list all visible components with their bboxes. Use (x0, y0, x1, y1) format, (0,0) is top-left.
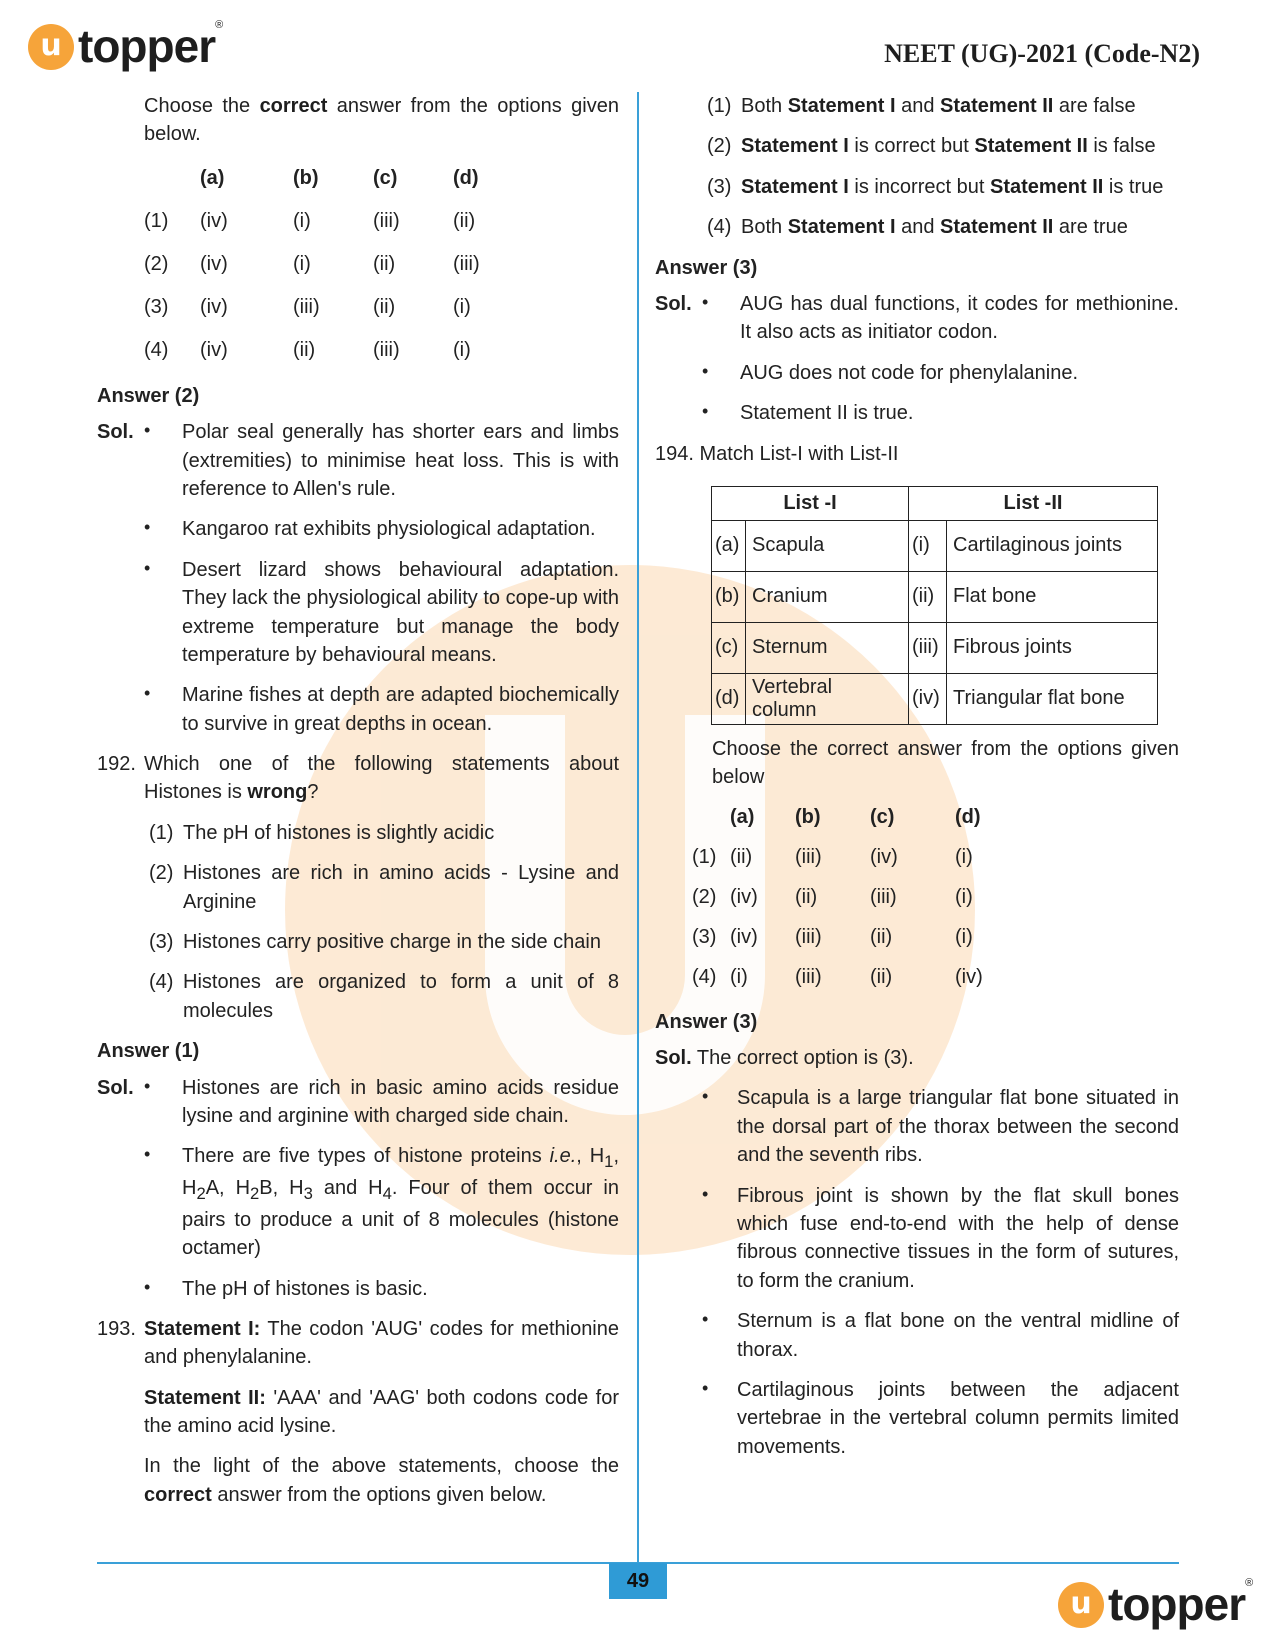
registered-mark: ® (1245, 1577, 1254, 1589)
sol194-item: • Cartilaginous joints between the adjacent vertebrae in the vertebral column permits limited movements. (702, 1377, 1179, 1458)
grid-header: (a) (b) (c) (d) (200, 167, 479, 190)
brand-logo-bottom (1058, 1572, 1253, 1637)
option-row: (1) (ii) (iii) (iv) (i) (692, 846, 973, 869)
q194-options-grid (692, 798, 1179, 998)
q193-option: (3) Statement I is incorrect but Statement II is true (707, 175, 1164, 198)
q193-option: (1) Both Statement I and Statement II are false (707, 95, 1136, 117)
question-193: 193. Statement I: The codon 'AUG' codes for methionine and phenylalanine. (97, 1317, 620, 1369)
sol193-item: • Statement II is true. (702, 401, 914, 425)
option-row: (4) (iv) (ii) (iii) (i) (144, 339, 471, 362)
q192-option: (1) The pH of histones is slightly acidic (149, 821, 495, 844)
answer-194: Answer (3) (655, 1010, 758, 1033)
sol194-item: • Scapula is a large triangular flat bone situated in the dorsal part of the thorax between the second and the seventh ribs. (702, 1086, 1179, 1167)
sol194-item: • Sternum is a flat bone on the ventral midline of thorax. (702, 1309, 1179, 1361)
q193-option: (4) Both Statement I and Statement II are true (707, 216, 1128, 239)
option-row: (3) (iv) (iii) (ii) (i) (692, 926, 973, 949)
list2-header: List -II (909, 486, 1158, 520)
question-192: 192. Which one of the following statements about Histones is wrong? (97, 753, 619, 804)
table-row: (d) Vertebral column (iv) Triangular flat bone (712, 673, 1158, 724)
sol192-item: Sol. • Histones are rich in basic amino acids residue lysine and arginine with charged side chain. (97, 1075, 619, 1127)
option-row: (2) (iv) (i) (ii) (iii) (144, 253, 480, 276)
sol191-item: • Desert lizard shows behavioural adaptation. They lack the physiological ability to cope-up with extreme temperature but manage the body temperature by behavioural means. (144, 557, 619, 666)
q191-options-grid (144, 157, 619, 372)
q192-option: (4) Histones are organized to form a unit of 8 molecules (149, 971, 619, 1022)
table-header-row (712, 486, 1158, 520)
logo-wordmark: topper (78, 20, 216, 72)
sol193-item: • AUG does not code for phenylalanine. (702, 360, 1078, 384)
sol191-item: • Marine fishes at depth are adapted biochemically to survive in great depths in ocean. (144, 683, 619, 735)
logo-wordmark: topper (1108, 1578, 1246, 1630)
q193-instruction: In the light of the above statements, choose the correct answer from the options given below. (144, 1455, 619, 1506)
logo-u-icon: u (28, 24, 74, 70)
option-row: (2) (iv) (ii) (iii) (i) (692, 886, 973, 909)
option-row: (1) (iv) (i) (iii) (ii) (144, 210, 476, 233)
exam-code-header: NEET (UG)-2021 (Code-N2) (884, 39, 1200, 68)
q193-option: (2) Statement I is correct but Statement II is false (707, 135, 1156, 158)
page-number: 49 (609, 1563, 667, 1599)
q191-instruction: Choose the correct answer from the options given below. (144, 95, 619, 146)
match-table (711, 486, 1158, 725)
table-row: (c) Sternum (iii) Fibrous joints (712, 622, 1158, 673)
q194-instruction: Choose the correct answer from the options given below (712, 737, 1179, 789)
column-divider (637, 92, 639, 1564)
sol192-item: • There are five types of histone proteins i.e., $H_1$, $H_2A$, $H_2B$, $H_3$ and $H_4$. Four of them occur in pairs to produce a unit of 8 molecules (histone octamer) (144, 1144, 619, 1260)
table-row: (a) Scapula (i) Cartilaginous joints (712, 520, 1158, 571)
answer-192: Answer (1) (97, 1040, 200, 1063)
brand-logo-top (28, 14, 223, 79)
option-row: (3) (iv) (iii) (ii) (i) (144, 296, 471, 319)
sol194-intro: Sol. The correct option is (3). (655, 1047, 914, 1070)
registered-mark: ® (215, 19, 224, 31)
sol191-item: • Kangaroo rat exhibits physiological adaptation. (144, 517, 596, 541)
logo-u-icon: u (1058, 1582, 1104, 1628)
sol194-item: • Fibrous joint is shown by the flat skull bones which fuse end-to-end with the help of dense fibrous connective tissues in the form of sutures, to form the cranium. (702, 1183, 1179, 1292)
option-row: (4) (i) (iii) (ii) (iv) (692, 966, 983, 989)
left-column (97, 92, 619, 1509)
right-column (655, 92, 1179, 1473)
grid-header: (a) (b) (c) (d) (730, 806, 981, 829)
sol192-item: • The pH of histones is basic. (144, 1276, 428, 1300)
sol191-item: Sol. • Polar seal generally has shorter ears and limbs (extremities) to minimise heat loss. This is with reference to Allen's rule. (97, 420, 619, 500)
q192-option: (3) Histones carry positive charge in the side chain (149, 931, 601, 954)
q192-option: (2) Histones are rich in amino acids - Lysine and Arginine (149, 862, 619, 913)
list1-header: List -I (712, 486, 909, 520)
q193-statement-2: Statement II: 'AAA' and 'AAG' both codons code for the amino acid lysine. (144, 1386, 619, 1438)
question-194: 194. Match List-I with List-II (655, 442, 899, 465)
answer-193: Answer (3) (655, 256, 758, 279)
answer-191: Answer (2) (97, 384, 200, 407)
sol193-item: Sol. • AUG has dual functions, it codes for methionine. It also acts as initiator codon. (655, 291, 1179, 344)
table-row: (b) Cranium (ii) Flat bone (712, 571, 1158, 622)
